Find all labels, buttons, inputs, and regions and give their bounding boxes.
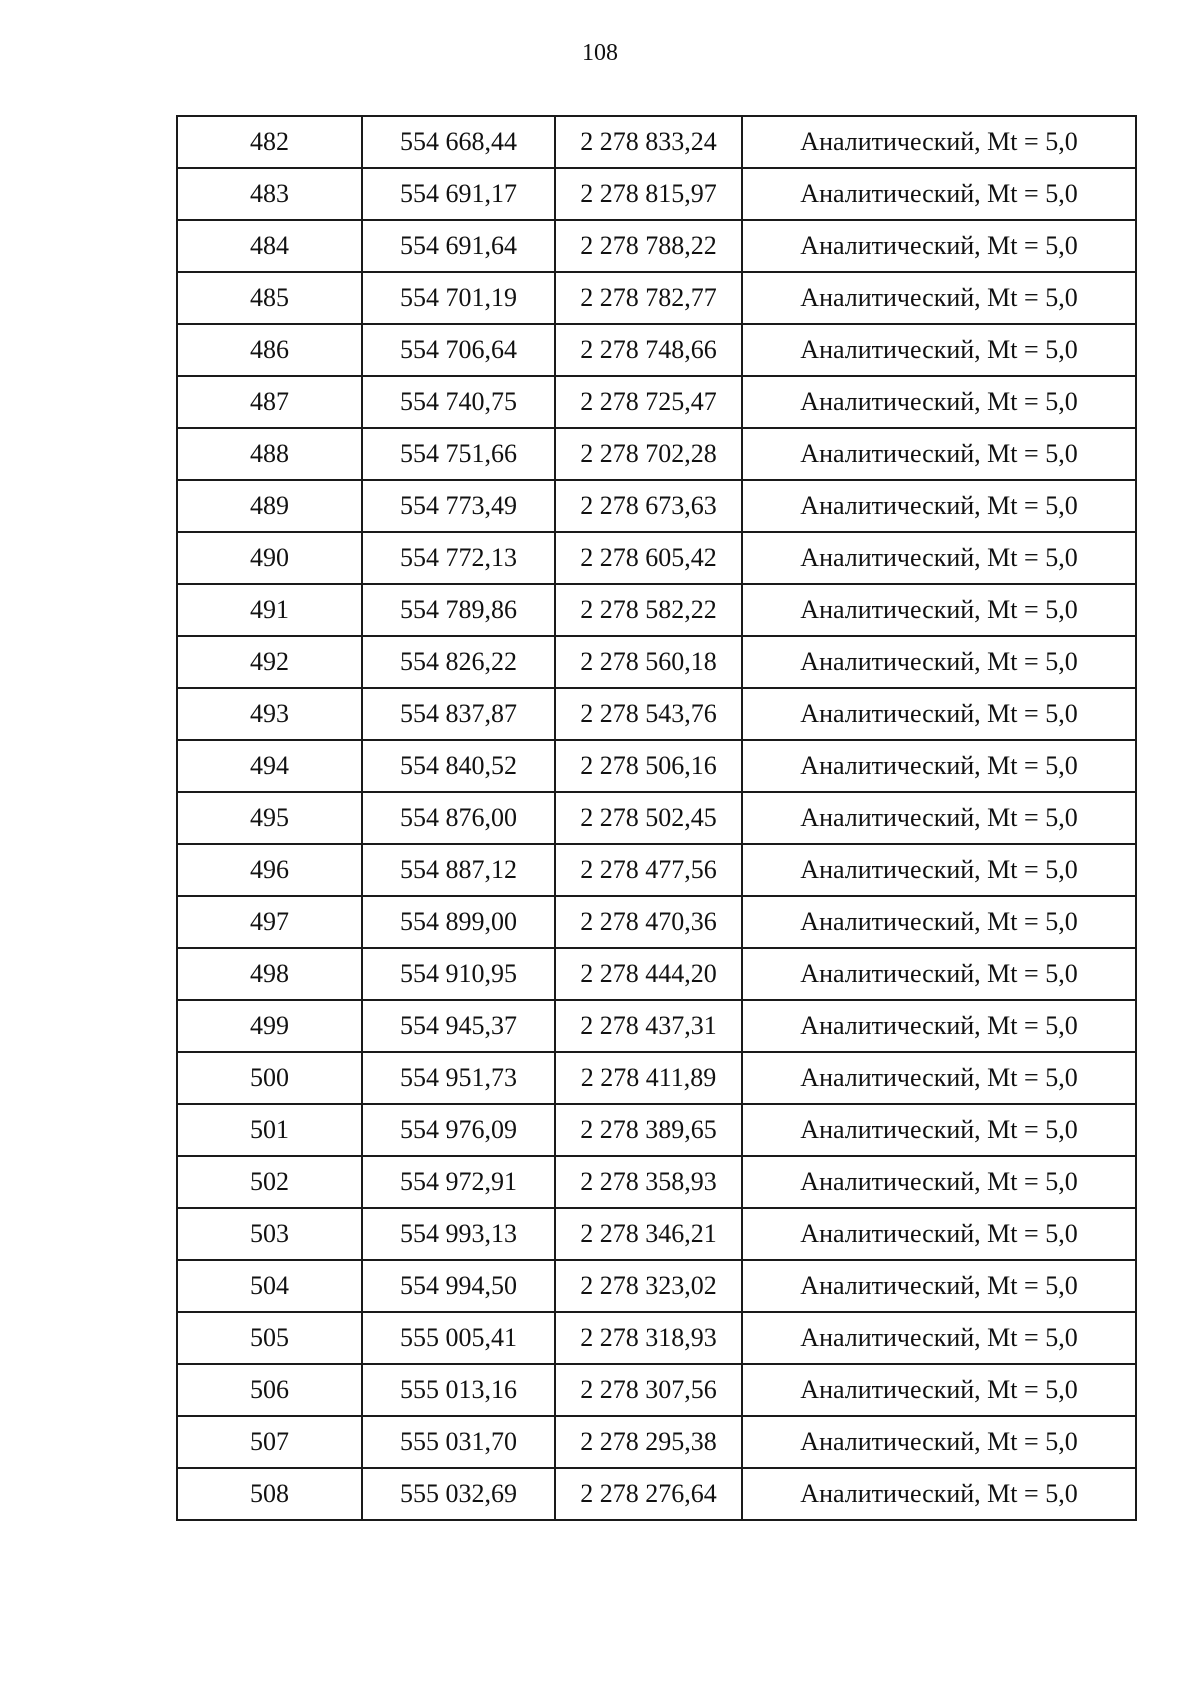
table-row [177,1260,1136,1312]
point-number-cell: 485 [177,272,362,324]
method-cell: Аналитический, Mt = 5,0 [742,376,1136,428]
method-cell: Аналитический, Mt = 5,0 [742,740,1136,792]
x-coordinate-cell: 554 899,00 [362,896,555,948]
table-row [177,740,1136,792]
method-cell: Аналитический, Mt = 5,0 [742,896,1136,948]
point-number-cell: 492 [177,636,362,688]
y-coordinate-cell: 2 278 833,24 [555,116,742,168]
table-row [177,168,1136,220]
y-coordinate-cell: 2 278 815,97 [555,168,742,220]
method-cell: Аналитический, Mt = 5,0 [742,116,1136,168]
table-row [177,324,1136,376]
method-cell: Аналитический, Mt = 5,0 [742,1104,1136,1156]
point-number-cell: 489 [177,480,362,532]
point-number-cell: 482 [177,116,362,168]
point-number-cell: 508 [177,1468,362,1520]
method-cell: Аналитический, Mt = 5,0 [742,1260,1136,1312]
y-coordinate-cell: 2 278 437,31 [555,1000,742,1052]
table-row [177,792,1136,844]
y-coordinate-cell: 2 278 605,42 [555,532,742,584]
method-cell: Аналитический, Mt = 5,0 [742,1052,1136,1104]
x-coordinate-cell: 554 706,64 [362,324,555,376]
method-cell: Аналитический, Mt = 5,0 [742,324,1136,376]
table-row [177,532,1136,584]
y-coordinate-cell: 2 278 702,28 [555,428,742,480]
method-cell: Аналитический, Mt = 5,0 [742,532,1136,584]
table-row [177,584,1136,636]
y-coordinate-cell: 2 278 444,20 [555,948,742,1000]
method-cell: Аналитический, Mt = 5,0 [742,1312,1136,1364]
table-row [177,1052,1136,1104]
y-coordinate-cell: 2 278 782,77 [555,272,742,324]
y-coordinate-cell: 2 278 560,18 [555,636,742,688]
y-coordinate-cell: 2 278 477,56 [555,844,742,896]
x-coordinate-cell: 554 876,00 [362,792,555,844]
table-row [177,1468,1136,1520]
coordinates-table-body [177,116,1136,1520]
x-coordinate-cell: 554 701,19 [362,272,555,324]
y-coordinate-cell: 2 278 470,36 [555,896,742,948]
method-cell: Аналитический, Mt = 5,0 [742,168,1136,220]
point-number-cell: 499 [177,1000,362,1052]
x-coordinate-cell: 555 032,69 [362,1468,555,1520]
table-row [177,844,1136,896]
page-number: 108 [582,40,618,66]
coordinates-table [176,115,1137,1521]
y-coordinate-cell: 2 278 323,02 [555,1260,742,1312]
point-number-cell: 505 [177,1312,362,1364]
y-coordinate-cell: 2 278 307,56 [555,1364,742,1416]
x-coordinate-cell: 554 972,91 [362,1156,555,1208]
point-number-cell: 494 [177,740,362,792]
point-number-cell: 496 [177,844,362,896]
x-coordinate-cell: 554 740,75 [362,376,555,428]
x-coordinate-cell: 555 013,16 [362,1364,555,1416]
x-coordinate-cell: 554 773,49 [362,480,555,532]
point-number-cell: 487 [177,376,362,428]
point-number-cell: 503 [177,1208,362,1260]
method-cell: Аналитический, Mt = 5,0 [742,1208,1136,1260]
point-number-cell: 507 [177,1416,362,1468]
point-number-cell: 490 [177,532,362,584]
x-coordinate-cell: 554 751,66 [362,428,555,480]
y-coordinate-cell: 2 278 358,93 [555,1156,742,1208]
table-row [177,636,1136,688]
x-coordinate-cell: 554 994,50 [362,1260,555,1312]
table-row [177,1312,1136,1364]
x-coordinate-cell: 555 031,70 [362,1416,555,1468]
x-coordinate-cell: 554 910,95 [362,948,555,1000]
method-cell: Аналитический, Mt = 5,0 [742,1364,1136,1416]
y-coordinate-cell: 2 278 295,38 [555,1416,742,1468]
point-number-cell: 483 [177,168,362,220]
method-cell: Аналитический, Mt = 5,0 [742,272,1136,324]
method-cell: Аналитический, Mt = 5,0 [742,792,1136,844]
x-coordinate-cell: 554 945,37 [362,1000,555,1052]
x-coordinate-cell: 554 840,52 [362,740,555,792]
point-number-cell: 498 [177,948,362,1000]
method-cell: Аналитический, Mt = 5,0 [742,636,1136,688]
method-cell: Аналитический, Mt = 5,0 [742,1468,1136,1520]
point-number-cell: 502 [177,1156,362,1208]
y-coordinate-cell: 2 278 389,65 [555,1104,742,1156]
y-coordinate-cell: 2 278 788,22 [555,220,742,272]
table-row [177,688,1136,740]
x-coordinate-cell: 555 005,41 [362,1312,555,1364]
table-row [177,1104,1136,1156]
table-row [177,1156,1136,1208]
point-number-cell: 504 [177,1260,362,1312]
y-coordinate-cell: 2 278 748,66 [555,324,742,376]
x-coordinate-cell: 554 772,13 [362,532,555,584]
y-coordinate-cell: 2 278 346,21 [555,1208,742,1260]
x-coordinate-cell: 554 668,44 [362,116,555,168]
point-number-cell: 486 [177,324,362,376]
method-cell: Аналитический, Mt = 5,0 [742,948,1136,1000]
x-coordinate-cell: 554 691,64 [362,220,555,272]
table-row [177,272,1136,324]
y-coordinate-cell: 2 278 673,63 [555,480,742,532]
y-coordinate-cell: 2 278 411,89 [555,1052,742,1104]
point-number-cell: 501 [177,1104,362,1156]
point-number-cell: 495 [177,792,362,844]
table-row [177,896,1136,948]
method-cell: Аналитический, Mt = 5,0 [742,1416,1136,1468]
method-cell: Аналитический, Mt = 5,0 [742,844,1136,896]
table-row [177,1208,1136,1260]
x-coordinate-cell: 554 826,22 [362,636,555,688]
x-coordinate-cell: 554 993,13 [362,1208,555,1260]
x-coordinate-cell: 554 887,12 [362,844,555,896]
table-row [177,948,1136,1000]
point-number-cell: 488 [177,428,362,480]
y-coordinate-cell: 2 278 725,47 [555,376,742,428]
method-cell: Аналитический, Mt = 5,0 [742,688,1136,740]
point-number-cell: 491 [177,584,362,636]
table-row [177,376,1136,428]
x-coordinate-cell: 554 976,09 [362,1104,555,1156]
x-coordinate-cell: 554 789,86 [362,584,555,636]
y-coordinate-cell: 2 278 582,22 [555,584,742,636]
method-cell: Аналитический, Mt = 5,0 [742,584,1136,636]
table-row [177,480,1136,532]
table-row [177,220,1136,272]
y-coordinate-cell: 2 278 276,64 [555,1468,742,1520]
point-number-cell: 484 [177,220,362,272]
table-row [177,1000,1136,1052]
method-cell: Аналитический, Mt = 5,0 [742,480,1136,532]
x-coordinate-cell: 554 691,17 [362,168,555,220]
table-row [177,116,1136,168]
y-coordinate-cell: 2 278 318,93 [555,1312,742,1364]
y-coordinate-cell: 2 278 543,76 [555,688,742,740]
method-cell: Аналитический, Mt = 5,0 [742,1000,1136,1052]
y-coordinate-cell: 2 278 506,16 [555,740,742,792]
table-row [177,428,1136,480]
table-row [177,1364,1136,1416]
x-coordinate-cell: 554 837,87 [362,688,555,740]
method-cell: Аналитический, Mt = 5,0 [742,428,1136,480]
point-number-cell: 500 [177,1052,362,1104]
method-cell: Аналитический, Mt = 5,0 [742,1156,1136,1208]
y-coordinate-cell: 2 278 502,45 [555,792,742,844]
point-number-cell: 493 [177,688,362,740]
method-cell: Аналитический, Mt = 5,0 [742,220,1136,272]
table-row [177,1416,1136,1468]
x-coordinate-cell: 554 951,73 [362,1052,555,1104]
point-number-cell: 506 [177,1364,362,1416]
point-number-cell: 497 [177,896,362,948]
